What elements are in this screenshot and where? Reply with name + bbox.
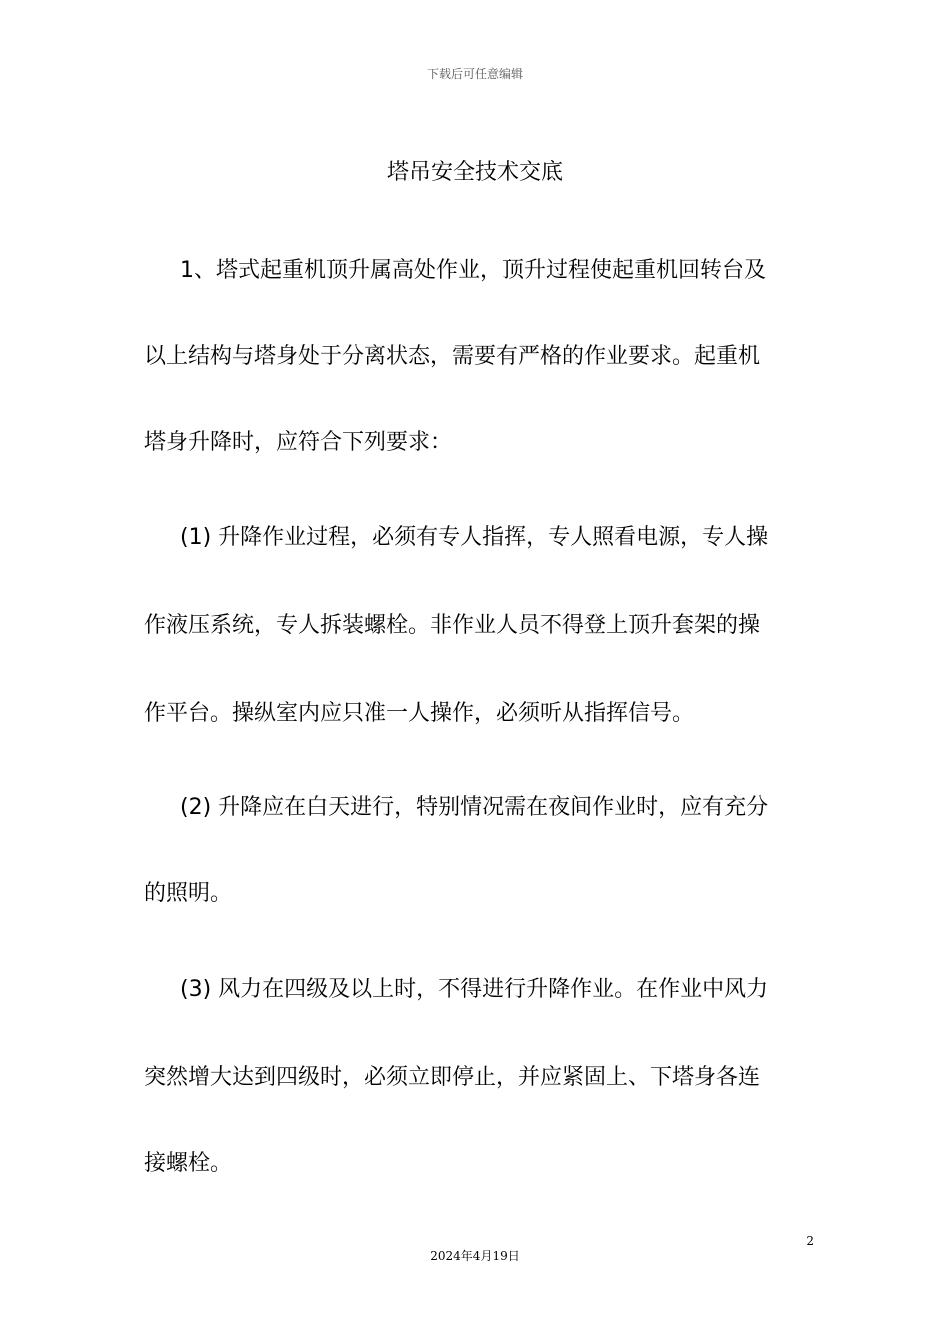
paragraph-line: 塔身升降时，应符合下列要求：: [144, 430, 453, 455]
paragraph-line: 作平台。操纵室内应只准一人操作，必须听从指挥信号。: [144, 701, 695, 726]
paragraph-line: 以上结构与塔身处于分离状态，需要有严格的作业要求。起重机: [144, 344, 761, 369]
paragraph-line: 1、塔式起重机顶升属高处作业，顶升过程使起重机回转台及: [180, 258, 766, 283]
paragraph-line: 突然增大达到四级时，必须立即停止，并应紧固上、下塔身各连: [144, 1065, 761, 1090]
footer-date: 2024年4月19日: [430, 1249, 520, 1263]
paragraph-line: (2) 升降应在白天进行，特别情况需在夜间作业时，应有充分: [180, 795, 769, 820]
page-header: 下载后可任意编辑: [426, 67, 523, 81]
paragraph-line: (1) 升降作业过程，必须有专人指挥，专人照看电源，专人操: [180, 525, 769, 550]
paragraph-line: 接螺栓。: [144, 1151, 233, 1176]
page-number: 2: [806, 1234, 814, 1248]
paragraph-line: 的照明。: [144, 881, 233, 906]
document-title: 塔吊安全技术交底: [386, 160, 563, 185]
paragraph-line: 作液压系统，专人拆装螺栓。非作业人员不得登上顶升套架的操: [144, 613, 761, 638]
paragraph-line: (3) 风力在四级及以上时，不得进行升降作业。在作业中风力: [180, 977, 769, 1002]
